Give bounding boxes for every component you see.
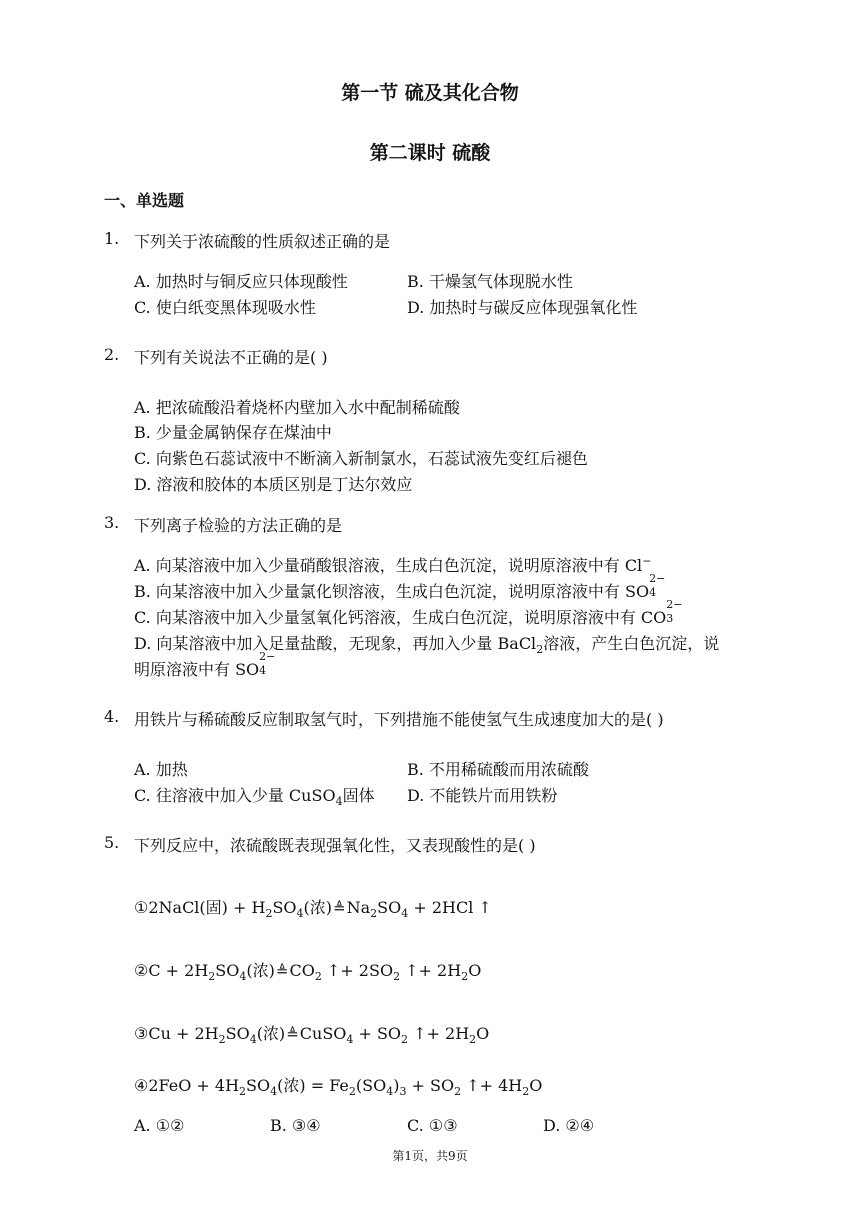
option-d: D. 溶液和胶体的本质区别是丁达尔效应 <box>134 475 413 494</box>
eq-part: (浓) <box>256 1024 286 1043</box>
count-subscript: 2 <box>401 1033 409 1047</box>
eq-part: (浓) <box>303 898 333 917</box>
charge-superscript: 2− <box>259 650 276 663</box>
eq-part: Na <box>346 898 371 917</box>
option-text: C. 向某溶液中加入少量氢氧化钙溶液，生成白色沉淀，说明原溶液中有 CO <box>134 608 667 627</box>
eq-part: O <box>529 1076 543 1095</box>
page-title: 第一节 硫及其化合物 <box>341 82 519 104</box>
count-subscript: 4 <box>401 907 409 921</box>
equation-1 <box>134 895 492 921</box>
ion-scripts <box>666 598 683 625</box>
heating-equals-sign: ≜ <box>286 1025 299 1043</box>
eq-part: O <box>468 961 482 980</box>
count-subscript: 2 <box>522 1085 530 1099</box>
count-subscript: 4 <box>259 664 267 677</box>
eq-part: + SO <box>353 1024 402 1043</box>
count-subscript: 2 <box>536 643 544 657</box>
count-subscript: 2 <box>314 970 322 984</box>
count-subscript: 2 <box>218 1033 226 1047</box>
count-subscript: 2 <box>370 907 378 921</box>
option-a <box>134 553 651 576</box>
count-subscript: 2 <box>265 907 273 921</box>
eq-part: ↑+ 2H <box>400 961 462 980</box>
charge-superscript: 2− <box>649 572 666 585</box>
count-subscript: 4 <box>296 907 304 921</box>
question-number: 1. <box>104 229 120 248</box>
eq-part: ③Cu + 2H <box>134 1024 219 1043</box>
option-a: A. 加热 <box>134 760 188 779</box>
question-text: 用铁片与稀硫酸反应制取氢气时，下列措施不能使氢气生成速度加大的是( ) <box>134 710 664 729</box>
eq-part: SO <box>225 1024 250 1043</box>
eq-part: + SO <box>406 1076 455 1095</box>
count-subscript: 4 <box>270 1085 278 1099</box>
ion-scripts <box>649 572 666 599</box>
option-b: B. ③④ <box>270 1116 321 1135</box>
option-c <box>134 783 375 809</box>
count-subscript: 2 <box>469 1033 477 1047</box>
heating-equals-sign: ≜ <box>275 962 289 980</box>
eq-part: SO <box>377 898 402 917</box>
eq-part: CuSO <box>299 1024 347 1043</box>
option-c: C. ①③ <box>407 1116 458 1135</box>
option-text: A. 向某溶液中加入少量硝酸银溶液，生成白色沉淀，说明原溶液中有 Cl <box>134 556 643 575</box>
option-d <box>134 631 720 657</box>
option-b <box>134 572 666 602</box>
equation-4 <box>134 1073 543 1099</box>
option-c: C. 向紫色石蕊试液中不断滴入新制氯水，石蕊试液先变红后褪色 <box>134 449 588 468</box>
eq-part: (浓) = Fe <box>277 1076 349 1095</box>
count-subscript: 2 <box>348 1085 356 1099</box>
option-a: A. 把浓硫酸沿着烧杯内壁加入水中配制稀硫酸 <box>134 398 460 417</box>
option-text: 溶液，产生白色沉淀，说 <box>543 634 720 653</box>
question-number: 4. <box>104 707 120 726</box>
count-subscript: 4 <box>239 970 247 984</box>
count-subscript: 2 <box>239 1085 247 1099</box>
eq-part: ④2FeO + 4H <box>134 1076 240 1095</box>
option-d: D. 加热时与碳反应体现强氧化性 <box>407 298 638 317</box>
count-subscript: 2 <box>208 970 216 984</box>
option-b: B. 不用稀硫酸而用浓硫酸 <box>407 760 589 779</box>
option-a: A. 加热时与铜反应只体现酸性 <box>134 272 348 291</box>
option-text: 固体 <box>342 786 375 805</box>
eq-part: ①2NaCl(固) + H <box>134 898 266 917</box>
section-heading: 一、单选题 <box>104 191 185 210</box>
option-text: B. 向某溶液中加入少量氯化钡溶液，生成白色沉淀，说明原溶液中有 SO <box>134 582 650 601</box>
question-text: 下列反应中，浓硫酸既表现强氧化性，又表现酸性的是( ) <box>134 836 536 855</box>
count-subscript: 2 <box>461 970 469 984</box>
option-a: A. ①② <box>134 1116 185 1135</box>
option-d: D. ②④ <box>543 1116 595 1135</box>
option-d-continued <box>134 650 276 680</box>
eq-part: ②C + 2H <box>134 961 209 980</box>
option-d: D. 不能铁片而用铁粉 <box>407 786 558 805</box>
eq-part: CO <box>289 961 315 980</box>
heating-equals-sign: ≜ <box>333 899 346 917</box>
eq-part: ↑+ 4H <box>461 1076 523 1095</box>
equation-2 <box>134 958 482 984</box>
count-subscript: 2 <box>454 1085 462 1099</box>
count-subscript: 3 <box>399 1085 407 1099</box>
eq-part: ↑+ 2H <box>408 1024 470 1043</box>
eq-part: + 2HCl ↑ <box>408 898 492 917</box>
count-subscript: 4 <box>386 1085 394 1099</box>
charge-superscript: 2− <box>666 598 683 611</box>
equation-3 <box>134 1021 490 1047</box>
eq-part: SO <box>246 1076 271 1095</box>
ion-scripts <box>259 650 276 677</box>
count-subscript: 4 <box>335 795 343 809</box>
question-number: 3. <box>104 513 120 532</box>
option-c <box>134 598 683 628</box>
count-subscript: 3 <box>666 612 674 625</box>
option-text: C. 往溶液中加入少量 CuSO <box>134 786 336 805</box>
eq-part: (SO <box>355 1076 387 1095</box>
page-footer: 第1页，共9页 <box>392 1149 468 1163</box>
eq-part: SO <box>272 898 297 917</box>
question-text: 下列有关说法不正确的是( ) <box>134 348 328 367</box>
count-subscript: 4 <box>649 586 657 599</box>
eq-part: SO <box>215 961 240 980</box>
option-c: C. 使白纸变黑体现吸水性 <box>134 298 316 317</box>
eq-part: ) <box>393 1076 400 1095</box>
option-b: B. 少量金属钠保存在煤油中 <box>134 423 332 442</box>
charge-superscript: − <box>642 554 652 568</box>
eq-part: O <box>476 1024 490 1043</box>
eq-part: (浓) <box>246 961 275 980</box>
count-subscript: 4 <box>249 1033 257 1047</box>
count-subscript: 4 <box>346 1033 354 1047</box>
page-subtitle: 第二课时 硫酸 <box>369 142 491 164</box>
option-text: D. 向某溶液中加入足量盐酸，无现象，再加入少量 BaCl <box>134 634 537 653</box>
question-text: 下列关于浓硫酸的性质叙述正确的是 <box>134 232 391 251</box>
option-text: 明原溶液中有 SO <box>134 660 260 679</box>
question-number: 5. <box>104 833 120 852</box>
question-text: 下列离子检验的方法正确的是 <box>134 516 343 535</box>
option-b: B. 干燥氢气体现脱水性 <box>407 272 573 291</box>
eq-part: ↑+ 2SO <box>321 961 394 980</box>
question-number: 2. <box>104 345 120 364</box>
count-subscript: 2 <box>393 970 401 984</box>
